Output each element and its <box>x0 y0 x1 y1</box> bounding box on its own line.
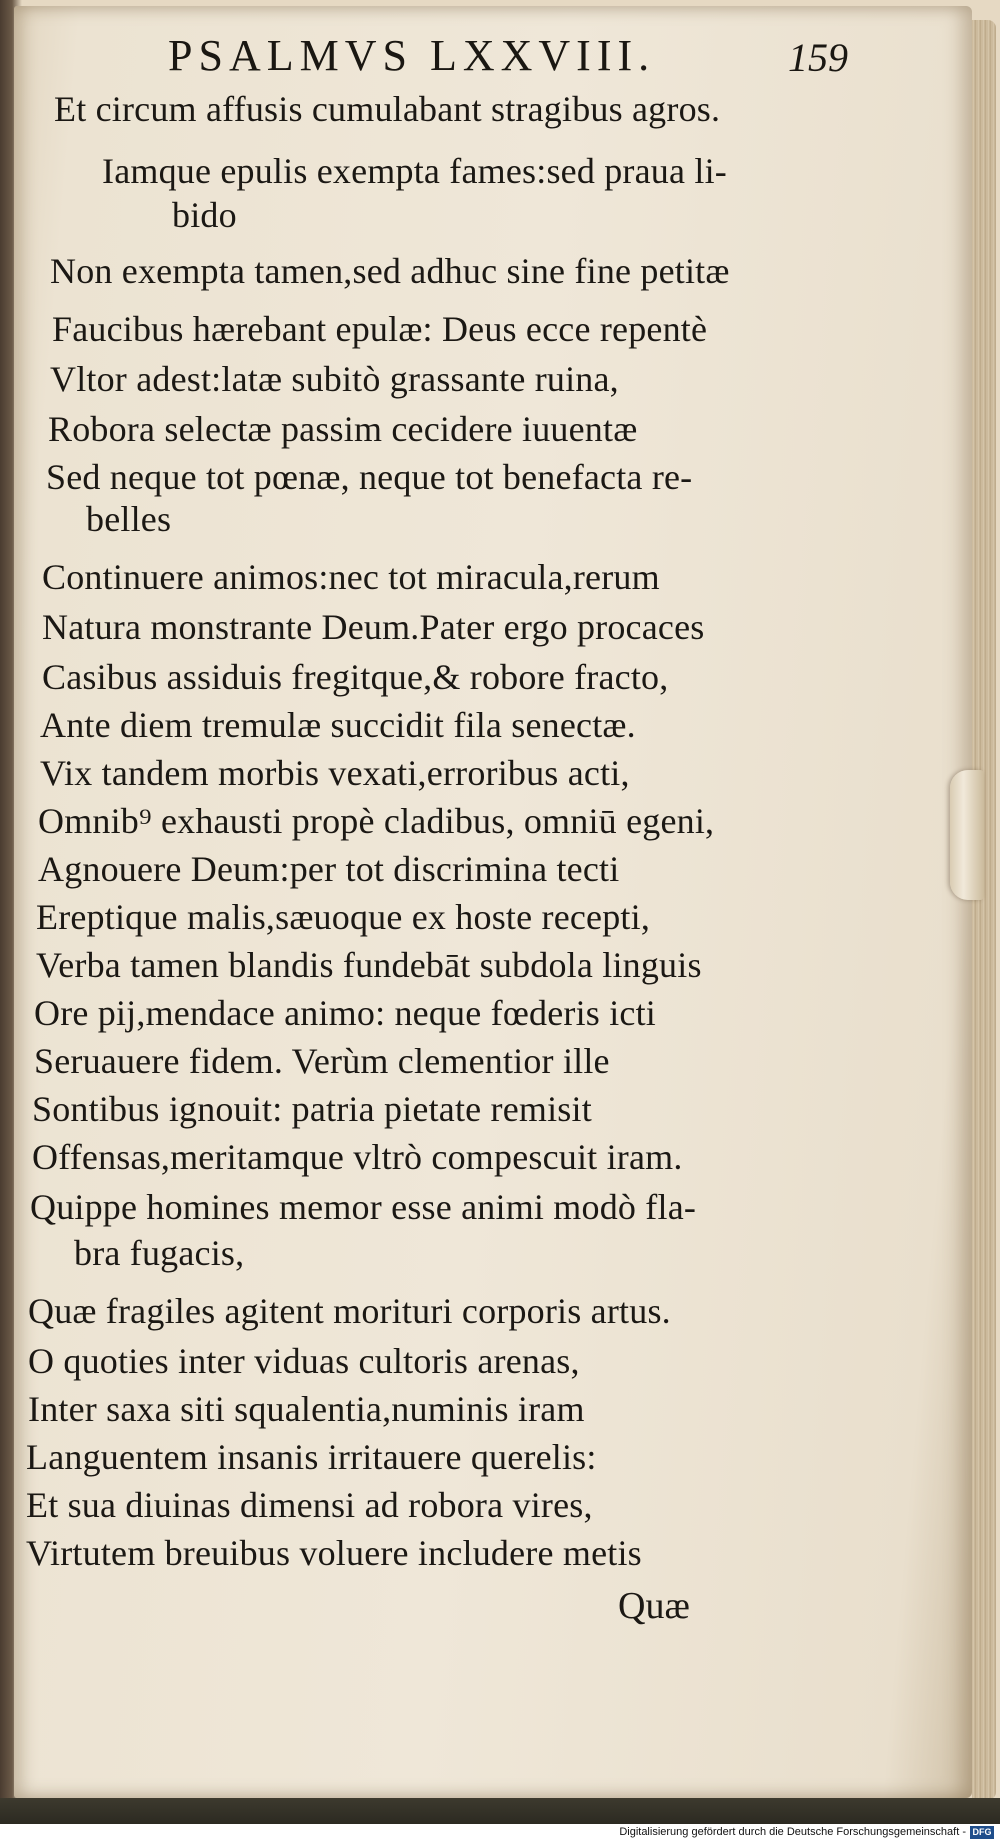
verse-line: Natura monstrante Deum.Pater ergo procaces <box>42 607 705 647</box>
verse-line: Omnib⁹ exhausti propè cladibus, omniū egeni, <box>38 801 715 841</box>
verse-line: Ante diem tremulæ succidit fila senectæ. <box>40 705 636 745</box>
verse-line: bra fugacis, <box>74 1233 245 1273</box>
verse-line: Verba tamen blandis fundebāt subdola linguis <box>36 945 702 985</box>
verse-line: Agnouere Deum:per tot discrimina tecti <box>38 849 620 889</box>
verse-line: Vltor adest:latæ subitò grassante ruina, <box>50 359 619 399</box>
dfg-logo-icon: DFG <box>970 1826 994 1839</box>
verse-line: Faucibus hærebant epulæ: Deus ecce repentè <box>52 309 708 349</box>
verse-line: Non exempta tamen,sed adhuc sine fine petitæ <box>50 251 730 291</box>
verse-line: Inter saxa siti squalentia,numinis iram <box>28 1389 585 1429</box>
verse-line: Robora selectæ passim cecidere iuuentæ <box>48 409 638 449</box>
funding-credit: Digitalisierung gefördert durch die Deutsche Forschungsgemeinschaft - <box>619 1826 966 1838</box>
verse-line: Languentem insanis irritauere querelis: <box>26 1437 597 1477</box>
verse-line: Quippe homines memor esse animi modò fla- <box>30 1187 697 1227</box>
page-tab-marker <box>950 770 984 900</box>
verse-line: Seruauere fidem. Verùm clementior ille <box>34 1041 610 1081</box>
verse-line: bido <box>172 195 237 235</box>
verse-line: Virtutem breuibus voluere includere metis <box>26 1533 642 1573</box>
verse-line: Vix tandem morbis vexati,erroribus acti, <box>40 753 630 793</box>
scan-bottom-edge <box>0 1798 1000 1824</box>
verse-line: Quæ fragiles agitent morituri corporis artus. <box>28 1291 671 1331</box>
verse-line: Sontibus ignouit: patria pietate remisit <box>32 1089 592 1129</box>
verse-line: Continuere animos:nec tot miracula,rerum <box>42 557 660 597</box>
verse-line: Sed neque tot pœnæ, neque tot benefacta re- <box>46 457 693 497</box>
header-title: PSALMVS LXXVIII. <box>168 31 656 80</box>
catchword: Quæ <box>618 1585 690 1627</box>
verse-line: Ereptique malis,sæuoque ex hoste recepti, <box>36 897 651 937</box>
verse-line: Et sua diuinas dimensi ad robora vires, <box>26 1485 593 1525</box>
verse-line: Iamque epulis exempta fames:sed praua li- <box>102 151 727 191</box>
verse-line: Ore pij,mendace animo: neque fœderis icti <box>34 993 656 1033</box>
verse-line: O quoties inter viduas cultoris arenas, <box>28 1341 580 1381</box>
verse-line: Offensas,meritamque vltrò compescuit iram. <box>32 1137 683 1177</box>
verse-line: Et circum affusis cumulabant stragibus agros. <box>54 89 721 129</box>
verse-line: Casibus assiduis fregitque,& robore fracto, <box>42 657 669 697</box>
running-header <box>168 24 848 84</box>
page-number: 159 <box>788 35 848 80</box>
verse-line: belles <box>86 499 172 539</box>
page-fore-edge <box>972 20 996 1800</box>
